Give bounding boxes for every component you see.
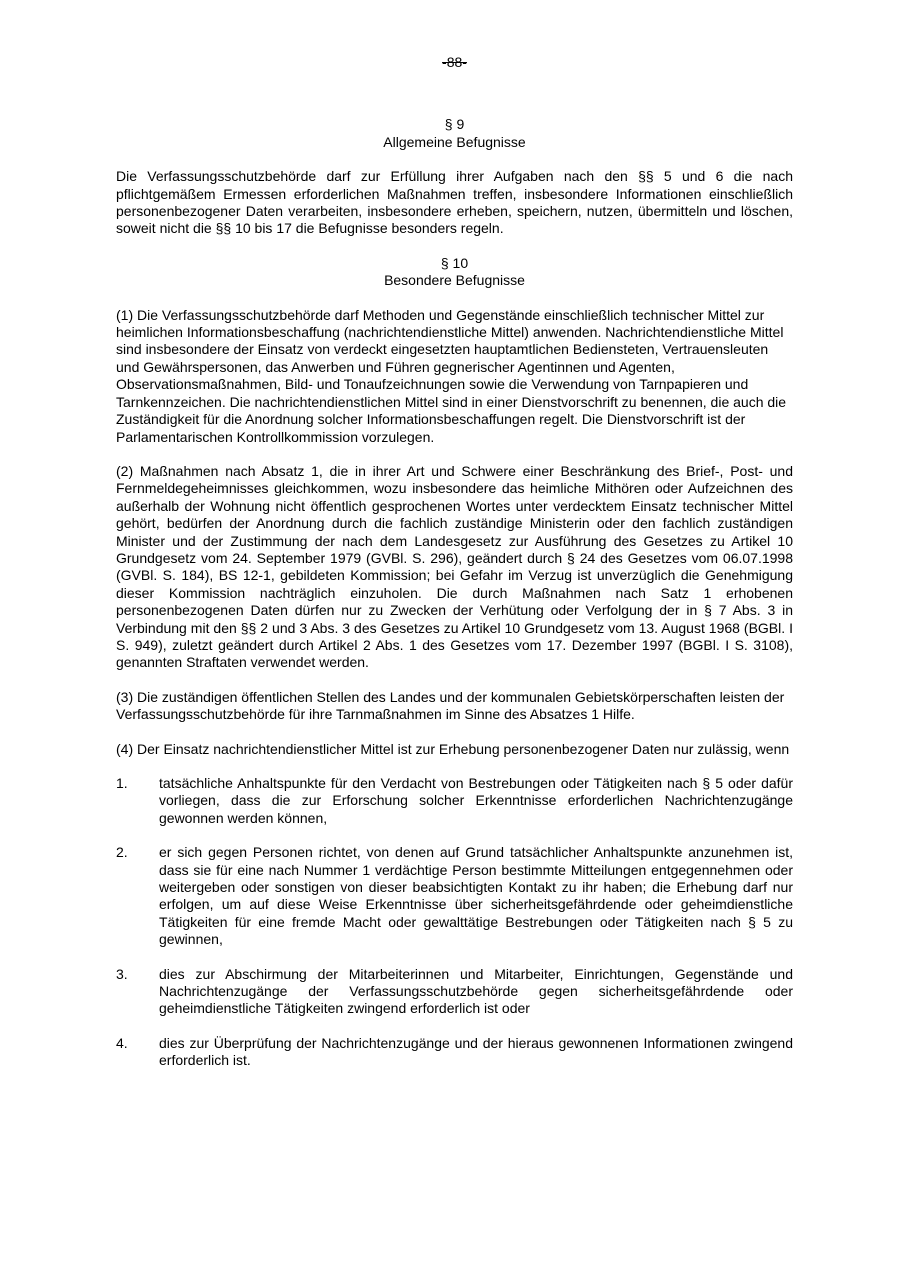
page-number: -88-	[442, 54, 467, 70]
list-item-text: dies zur Überprüfung der Nachrichtenzugänge und der hieraus gewonnenen Informationen zwingend erforderlich ist.	[159, 1034, 793, 1069]
list-item-text: dies zur Abschirmung der Mitarbeiterinnen und Mitarbeiter, Einrichtungen, Gegenstände und Nachrichtenzugänge der Verfassungsschutzbehörde gegen sicherheitsgefährdende oder geheimdienstliche Tätigkeiten zwingend erforderlich ist oder	[159, 965, 793, 1017]
section-10-paragraph-2: (2) Maßnahmen nach Absatz 1, die in ihrer Art und Schwere einer Beschränkung des Brief-, Post- und Fernmeldegeheimnisses gleichkommen, wozu insbesondere das heimliche Mithören oder Aufzeichnen des außerhalb der Wohnung nicht öffentlich gesprochenen Wortes unter verdecktem Einsatz technischer Mittel gehört, bedürfen der Anordnung durch die fachlich zuständige Ministerin oder den fachlich zuständigen Minister und der Zustimmung der nach dem Landesgesetz zur Ausführung des Gesetzes zu Artikel 10 Grundgesetz vom 24. September 1979 (GVBl. S. 296), geändert durch § 24 des Gesetzes vom 06.07.1998 (GVBl. S. 184), BS 12-1, gebildeten Kommission; bei Gefahr im Verzug ist unverzüglich die Genehmigung dieser Kommission nachträglich einzuholen. Die durch Maßnahmen nach Satz 1 erhobenen personenbezogenen Daten dürfen nur zu Zwecken der Verhütung oder Verfolgung der in § 7 Abs. 3 in Verbindung mit den §§ 2 und 3 Abs. 3 des Gesetzes zu Artikel 10 Grundgesetz vom 13. August 1968 (BGBl. I S. 949), zuletzt geändert durch Artikel 2 Abs. 1 des Gesetzes vom 17. Dezember 1997 (BGBl. I S. 3108), genannten Straftaten verwendet werden.	[116, 462, 793, 671]
section-9-text: Die Verfassungsschutzbehörde darf zur Erfüllung ihrer Aufgaben nach den §§ 5 und 6 die nach pflichtgemäßem Ermessen erforderlichen Maßnahmen treffen, insbesondere Informationen einschließlich personenbezogener Daten verarbeiten, insbesondere erheben, speichern, nutzen, übermitteln und löschen, soweit nicht die §§ 10 bis 17 die Befugnisse besonders regeln.	[116, 168, 793, 237]
list-item	[116, 1035, 793, 1070]
list-item-number: 2.	[116, 844, 128, 861]
list-item-text: tatsächliche Anhaltspunkte für den Verdacht von Bestrebungen oder Tätigkeiten nach § 5 oder dafür vorliegen, dass die zur Erforschung solcher Erkenntnisse erforderlichen Nachrichtenzugänge gewonnen werden können,	[159, 775, 793, 826]
list-item	[116, 775, 793, 827]
section-9-number: § 9	[444, 116, 465, 133]
list-item-number: 4.	[116, 1034, 128, 1051]
list-item	[116, 844, 793, 948]
list-item-number: 3.	[116, 965, 128, 982]
section-10-paragraph-1: (1) Die Verfassungsschutzbehörde darf Methoden und Gegenstände einschließlich technischer Mittel zur heimlichen Informationsbeschaffung (nachrichtendienstliche Mittel) anwenden. Nachrichtendienstliche Mittel sind insbesondere der Einsatz von verdeckt eingesetzten hauptamtlichen Bediensteten, Vertrauensleuten und Gewährspersonen, das Anwerben und Führen gegnerischer Agentinnen und Agenten, Observationsmaßnahmen, Bild- und Tonaufzeichnungen sowie die Verwendung von Tarnpapieren und Tarnkennzeichen. Die nachrichtendienstlichen Mittel sind in einer Dienstvorschrift zu benennen, die auch die Zuständigkeit für die Anordnung solcher Informationsbeschaffungen regelt. Die Dienstvorschrift ist der Parlamentarischen Kontrollkommission vorzulegen.	[116, 306, 787, 445]
document-page	[116, 54, 793, 1070]
section-10-title: Besondere Befugnisse	[384, 272, 525, 289]
list-item-number: 1.	[116, 775, 128, 791]
list-item-text: er sich gegen Personen richtet, von denen auf Grund tatsächlicher Anhaltspunkte anzunehmen ist, dass sie für eine nach Nummer 1 verdächtige Person bestimmte Mitteilungen entgegennehmen oder weitergeben oder sonstigen von dieser beabsichtigten Kontakt zu ihr haben; die Erhebung darf nur erfolgen, um auf diese Weise Erkenntnisse über sicherheitsgefährdende oder geheimdienstliche Tätigkeiten für eine fremde Macht oder gewalttätige Bestrebungen oder Tätigkeiten nach § 5 zu gewinnen,	[159, 844, 793, 948]
section-10-paragraph-4: (4) Der Einsatz nachrichtendienstlicher Mittel ist zur Erhebung personenbezogener Daten nur zulässig, wenn	[116, 740, 790, 757]
section-9-title: Allgemeine Befugnisse	[383, 133, 526, 150]
list-item	[116, 966, 793, 1018]
section-10-number: § 10	[440, 254, 469, 271]
section-10-paragraph-3: (3) Die zuständigen öffentlichen Stellen des Landes und der kommunalen Gebietskörperschaften leisten der Verfassungsschutzbehörde für ihre Tarnmaßnahmen im Sinne des Absatzes 1 Hilfe.	[116, 688, 785, 723]
